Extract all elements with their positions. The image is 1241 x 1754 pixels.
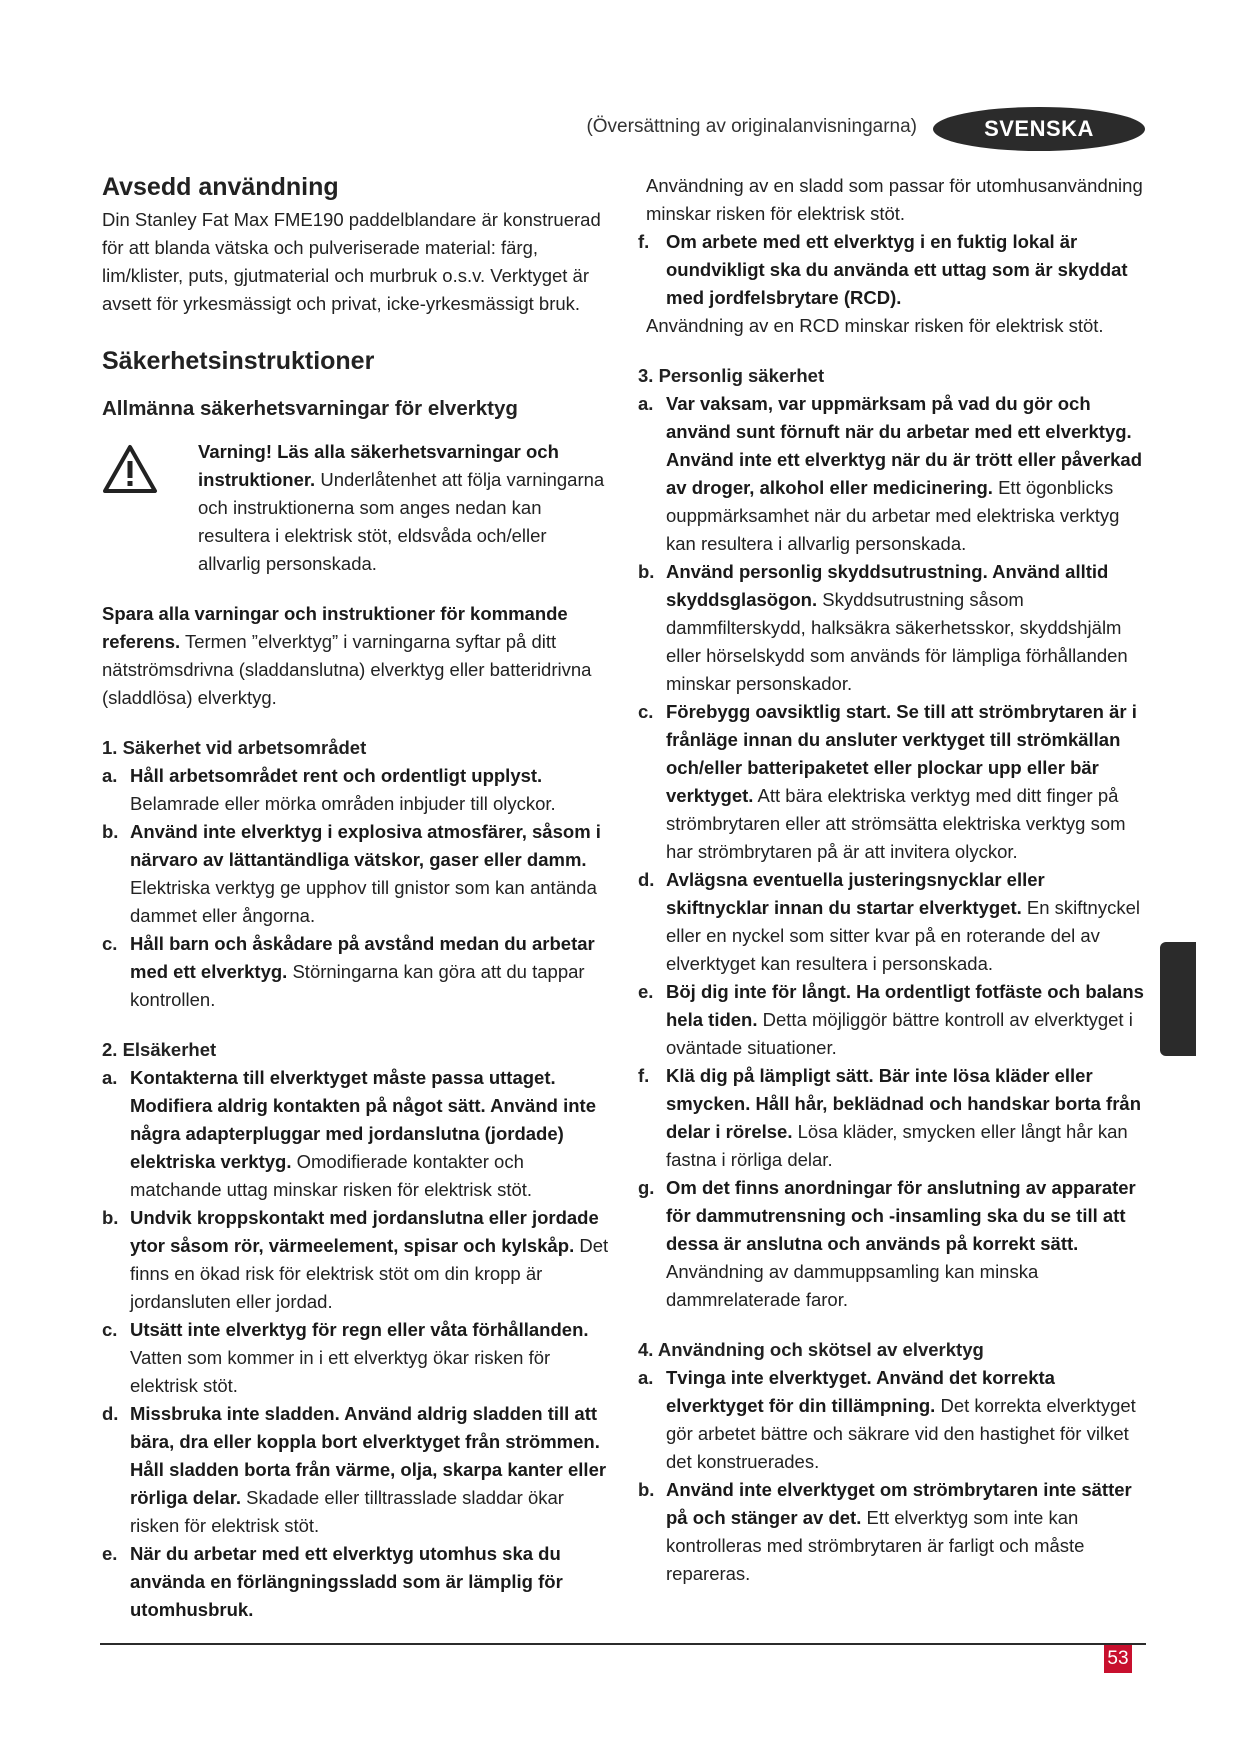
- list-item: c. Förebygg oavsiktlig start. Se till att strömbrytaren är i frånläge innan du ansluter verktyget till strömkällan och/eller batteripaketet eller plockar upp eller bär verktyget. Att bära elektriska verktyg med ditt finger på strömbrytaren eller att strömsätta elektriska verktyg som har strömbrytaren på är att invitera olyckor.: [638, 701, 1137, 862]
- save-instructions: [102, 600, 612, 712]
- section-2-title: 2. Elsäkerhet: [102, 1039, 217, 1060]
- warning-bold: Varning! Läs alla säkerhetsvarningar och instruktioner.: [198, 441, 559, 490]
- continued-text-e: Användning av en sladd som passar för utomhusanvändning minskar risken för elektrisk stöt.: [646, 175, 1143, 224]
- list-item: d. Missbruka inte sladden. Använd aldrig sladden till att bära, dra eller koppla bort elverktyget från strömmen. Håll sladden borta från värme, olja, skarpa kanter eller rörliga delar. Skadade eller tilltrasslade sladdar ökar risken för elektrisk stöt.: [102, 1403, 607, 1536]
- section-4-title: 4. Användning och skötsel av elverktyg: [638, 1339, 984, 1360]
- intended-use-text: Din Stanley Fat Max FME190 paddelblandare är konstruerad för att blanda vätska och pulveriserade material: färg, lim/klister, puts, gjutmaterial och murbruk o.s.v. Verktyget är avsett för yrkesmässigt och privat, icke-yrkesmässigt bruk.: [102, 209, 601, 314]
- warning-text: Underlåtenhet att följa varningarna och instruktionerna som anges nedan kan resultera i elektrisk stöt, eldsvåda och/eller allvarlig personskada.: [198, 469, 605, 574]
- list-item: f. Om arbete med ett elverktyg i en fuktig lokal är oundvikligt ska du använda ett uttag som är skyddat med jordfelsbrytare (RCD).: [638, 231, 1128, 308]
- warning-triangle-icon: [102, 438, 198, 578]
- intended-use-heading: Avsedd användning: [102, 173, 339, 201]
- list-item: a. Kontakterna till elverktyget måste passa uttaget. Modifiera aldrig kontakten på något sätt. Använd inte några adapterpluggar med jordanslutna (jordade) elektriska verktyg. Omodifierade kontakter och matchande uttag minskar risken för elektrisk stöt.: [102, 1067, 596, 1200]
- list-item: c. Utsätt inte elverktyg för regn eller våta förhållanden. Vatten som kommer in i ett elverktyg ökar risken för elektrisk stöt.: [102, 1319, 589, 1396]
- safety-heading: Säkerhetsinstruktioner: [102, 347, 375, 375]
- warning-block: [102, 438, 612, 578]
- section-3-title: 3. Personlig säkerhet: [638, 365, 825, 386]
- header-subtitle: (Översättning av originalanvisningarna): [586, 116, 917, 137]
- footer-rule: [100, 1643, 1146, 1645]
- list-item: a. Tvinga inte elverktyget. Använd det korrekta elverktyget för din tillämpning. Det korrekta elverktyget gör arbetet bättre och säkrare vid den hastighet för vilket det konstruerades.: [638, 1367, 1136, 1472]
- list-item: c. Håll barn och åskådare på avstånd medan du arbetar med ett elverktyg. Störningarna kan göra att du tappar kontrollen.: [102, 933, 595, 1010]
- language-badge: SVENSKA: [933, 107, 1145, 151]
- list-item: e. Böj dig inte för långt. Ha ordentligt fotfäste och balans hela tiden. Detta möjliggör bättre kontroll av elverktyget i oväntade situationer.: [638, 981, 1144, 1058]
- left-column: [102, 172, 612, 1624]
- list-item: b. Använd inte elverktyget om strömbrytaren inte sätter på och stänger av det. Ett elverktyg som inte kan kontrolleras med strömbrytaren är farligt och måste repareras.: [638, 1479, 1132, 1584]
- list-item: b. Använd inte elverktyg i explosiva atmosfärer, såsom i närvaro av lättantändliga vätskor, gaser eller damm. Elektriska verktyg ge upphov till gnistor som kan antända dammet eller ångorna.: [102, 821, 601, 926]
- list-item: g. Om det finns anordningar för anslutning av apparater för dammutrensning och -insamling ska du se till att dessa är anslutna och används på korrekt sätt. Användning av dammuppsamling kan minska dammrelaterade faror.: [638, 1177, 1136, 1310]
- continued-text-f: Användning av en RCD minskar risken för elektrisk stöt.: [646, 315, 1104, 336]
- list-item: d. Avlägsna eventuella justeringsnycklar eller skiftnycklar innan du startar elverktyget. En skiftnyckel eller en nyckel som sitter kvar på en roterande del av elverktyget kan resultera i personskada.: [638, 869, 1140, 974]
- list-item: a. Håll arbetsområdet rent och ordentligt upplyst. Belamrade eller mörka områden inbjuder till olyckor.: [102, 765, 556, 814]
- save-text: Termen ”elverktyg” i varningarna syftar på ditt nätströmsdrivna (sladdanslutna) elverktyg eller batteridrivna (sladdlösa) elverktyg.: [102, 631, 592, 708]
- save-bold: Spara alla varningar och instruktioner för kommande referens.: [102, 603, 568, 652]
- list-item: e. När du arbetar med ett elverktyg utomhus ska du använda en förlängningssladd som är lämplig för utomhusbruk.: [102, 1543, 563, 1620]
- list-item: b. Använd personlig skyddsutrustning. Använd alltid skyddsglasögon. Skyddsutrustning såsom dammfilterskydd, halksäkra säkerhetsskor, skyddshjälm eller hörselskydd som används för lämpliga förhållanden minskar personskador.: [638, 561, 1128, 694]
- side-thumb-tab: [1160, 942, 1196, 1056]
- right-column: [638, 172, 1148, 1588]
- list-item: f. Klä dig på lämpligt sätt. Bär inte lösa kläder eller smycken. Håll hår, beklädnad och handskar borta från delar i rörelse. Lösa kläder, smycken eller långt hår kan fastna i rörliga delar.: [638, 1065, 1141, 1170]
- list-item: b. Undvik kroppskontakt med jordanslutna eller jordade ytor såsom rör, värmeelement, spisar och kylskåp. Det finns en ökad risk för elektrisk stöt om din kropp är jordansluten eller jordad.: [102, 1207, 609, 1312]
- general-warnings-heading: Allmänna säkerhetsvarningar för elverktyg: [102, 397, 518, 420]
- section-1-title: 1. Säkerhet vid arbetsområdet: [102, 737, 367, 758]
- page-number: 53: [1104, 1645, 1132, 1673]
- list-item: a. Var vaksam, var uppmärksam på vad du gör och använd sunt förnuft när du arbetar med ett elverktyg. Använd inte ett elverktyg när du är trött eller påverkad av droger, alkohol eller medicinering. Ett ögonblicks ouppmärksamhet när du arbetar med elektriska verktyg kan resultera i allvarlig personskada.: [638, 393, 1143, 554]
